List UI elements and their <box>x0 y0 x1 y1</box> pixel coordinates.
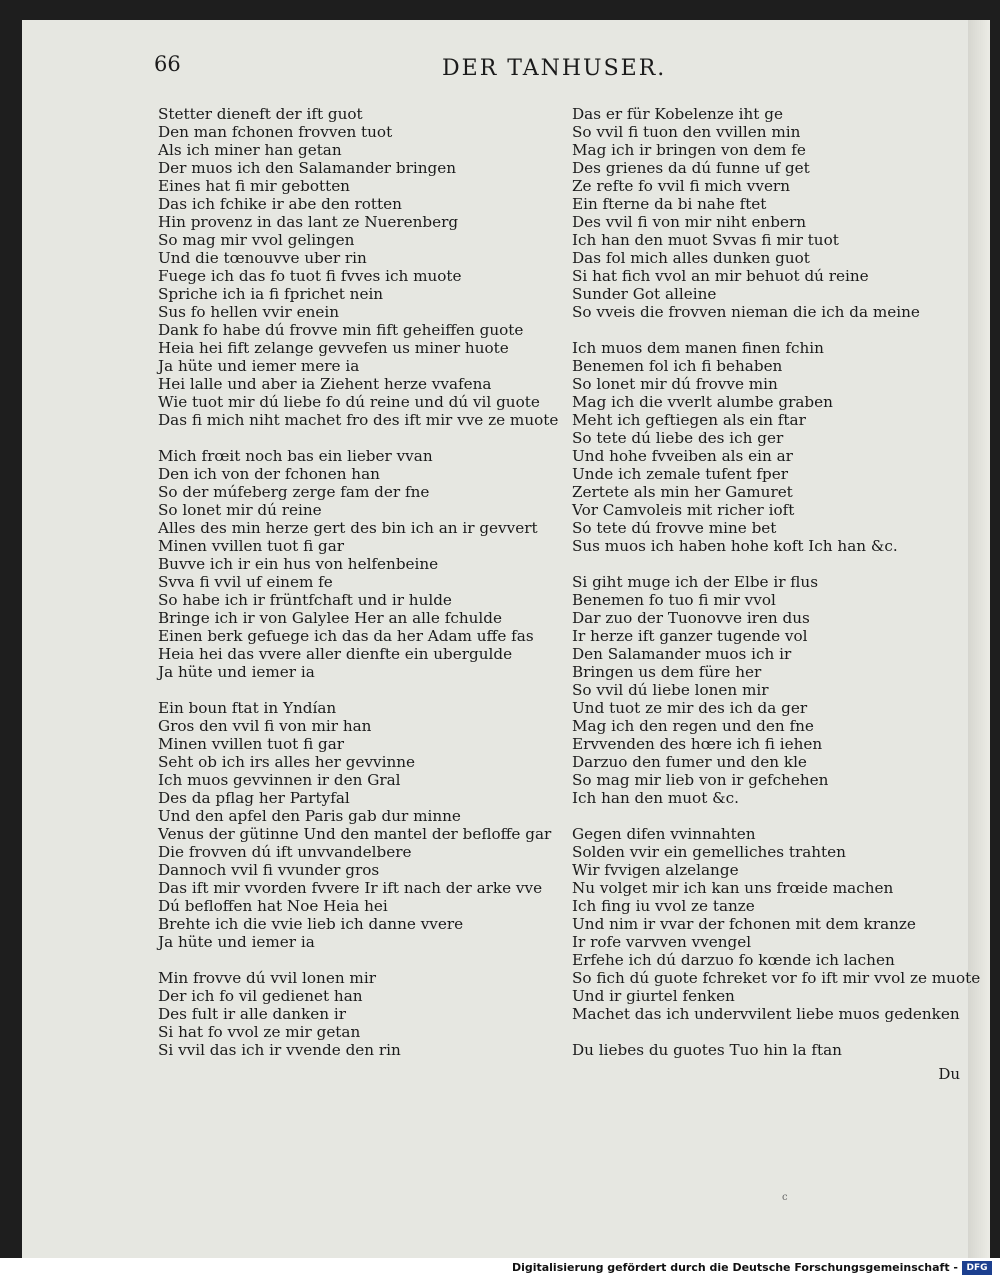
verse-line: Ja hüte und iemer mere ia <box>158 357 360 375</box>
verse-line: Ir herze ift ganzer tugende vol <box>572 627 808 645</box>
verse-line: Den Salamander muos ich ir <box>572 645 792 663</box>
verse-line: Dannoch vvil fi vvunder gros <box>158 861 380 879</box>
verse-line: Minen vvillen tuot fi gar <box>158 537 345 555</box>
verse-line: Und nim ir vvar der fchonen mit dem kranze <box>572 915 916 933</box>
verse-line: Ich han den muot Svvas fi mir tuot <box>572 231 839 249</box>
verse-line: Das ift mir vvorden fvvere Ir ift nach der arke vve <box>158 879 543 897</box>
verse-line: Benemen fo tuo fi mir vvol <box>572 591 776 609</box>
verse-line: Si vvil das ich ir vvende den rin <box>158 1041 401 1059</box>
verse-line: So lonet mir dú reine <box>158 501 322 519</box>
verse-line: Ein boun ftat in Yndían <box>158 699 337 717</box>
verse-line: Dar zuo der Tuonovve iren dus <box>572 609 810 627</box>
verse-line: Das fi mich niht machet fro des ift mir vve ze muote <box>158 411 559 429</box>
verse-line: Die frovven dú ift unvvandelbere <box>158 843 412 861</box>
verse-line: Svva fi vvil uf einem fe <box>158 573 333 591</box>
verse-line: Und die tœnouvve uber rin <box>158 249 367 267</box>
verse-line: Alles des min herze gert des bin ich an ir gevvert <box>158 519 538 537</box>
verse-line: So vvil dú liebe lonen mir <box>572 681 769 699</box>
ink-mark: c <box>782 1192 788 1203</box>
verse-line: Seht ob ich irs alles her gevvinne <box>158 753 416 771</box>
verse-line: Ir rofe varvven vvengel <box>572 933 752 951</box>
stanza <box>158 105 558 429</box>
verse-line: Nu volget mir ich kan uns frœide machen <box>572 879 894 897</box>
verse-line: Dú befloffen hat Noe Heia hei <box>158 897 388 915</box>
verse-line: So tete dú liebe des ich ger <box>572 429 784 447</box>
verse-line: So vveis die frovven nieman die ich da meine <box>572 303 920 321</box>
verse-line: Darzuo den fumer und den kle <box>572 753 807 771</box>
stanza <box>158 969 558 1059</box>
verse-line: Bringen us dem füre her <box>572 663 762 681</box>
verse-line: Ze refte fo vvil fi mich vvern <box>572 177 790 195</box>
verse-line: Ich muos dem manen finen fchin <box>572 339 824 357</box>
verse-line: Solden vvir ein gemelliches trahten <box>572 843 846 861</box>
stanza <box>572 573 977 807</box>
verse-line: Spriche ich ia fi fprichet nein <box>158 285 384 303</box>
verse-line: Brehte ich die vvie lieb ich danne vvere <box>158 915 464 933</box>
verse-line: Des vvil fi von mir niht enbern <box>572 213 806 231</box>
verse-line: Einen berk gefuege ich das da her Adam uffe fas <box>158 627 534 645</box>
verse-line: Und hohe fvveiben als ein ar <box>572 447 793 465</box>
verse-line: So habe ich ir früntfchaft und ir hulde <box>158 591 452 609</box>
funding-credit: Digitalisierung gefördert durch die Deutsche Forschungsgemeinschaft - <box>511 1261 958 1274</box>
verse-line: Mich frœit noch bas ein lieber vvan <box>158 447 433 465</box>
verse-line: Ich fing iu vvol ze tanze <box>572 897 755 915</box>
verse-line: So fich dú guote fchreket vor fo ift mir vvol ze muote <box>572 969 981 987</box>
stanza <box>572 1041 977 1059</box>
verse-line: Heia hei fift zelange gevvefen us miner huote <box>158 339 509 357</box>
running-head: DER TANHUSER. <box>442 56 667 81</box>
verse-line: Ja hüte und iemer ia <box>158 663 315 681</box>
verse-line: Des grienes da dú funne uf get <box>572 159 810 177</box>
verse-line: Venus der gütinne Und den mantel der befloffe gar <box>158 825 552 843</box>
stanza <box>158 447 558 681</box>
verse-line: Den man fchonen frovven tuot <box>158 123 393 141</box>
verse-line: Buvve ich ir ein hus von helfenbeine <box>158 555 439 573</box>
verse-line: Sus muos ich haben hohe koft Ich han &c. <box>572 537 898 555</box>
verse-line: Benemen fol ich fi behaben <box>572 357 783 375</box>
verse-line: Machet das ich undervvilent liebe muos gedenken <box>572 1005 960 1023</box>
verse-line: Vor Camvoleis mit richer ioft <box>572 501 795 519</box>
verse-line: Eines hat fi mir gebotten <box>158 177 350 195</box>
catchword: Du <box>938 1065 960 1083</box>
verse-line: Meht ich geftiegen als ein ftar <box>572 411 806 429</box>
right-column <box>572 105 981 1077</box>
verse-line: Min frovve dú vvil lonen mir <box>158 969 376 987</box>
verse-line: Hin provenz in das lant ze Nuerenberg <box>158 213 459 231</box>
verse-line: Wir fvvigen alzelange <box>572 861 739 879</box>
verse-line: Hei lalle und aber ia Ziehent herze vvafena <box>158 375 492 393</box>
verse-line: Unde ich zemale tufent fper <box>572 465 789 483</box>
verse-line: Und tuot ze mir des ich da ger <box>572 699 808 717</box>
verse-line: Dank fo habe dú frovve min fift geheiffen guote <box>158 321 524 339</box>
verse-line: Das ich fchike ir abe den rotten <box>158 195 402 213</box>
verse-line: Minen vvillen tuot fi gar <box>158 735 345 753</box>
verse-line: So mag mir vvol gelingen <box>158 231 355 249</box>
verse-line: Des fult ir alle danken ir <box>158 1005 346 1023</box>
verse-line: Als ich miner han getan <box>158 141 342 159</box>
verse-line: So der múfeberg zerge fam der fne <box>158 483 430 501</box>
verse-line: Der muos ich den Salamander bringen <box>158 159 457 177</box>
verse-line: Und den apfel den Paris gab dur minne <box>158 807 461 825</box>
verse-line: Ja hüte und iemer ia <box>158 933 315 951</box>
verse-line: Heia hei das vvere aller dienfte ein ubergulde <box>158 645 513 663</box>
verse-line: Den ich von der fchonen han <box>158 465 380 483</box>
verse-line: Ervvenden des hœre ich fi iehen <box>572 735 823 753</box>
verse-line: Sunder Got alleine <box>572 285 717 303</box>
verse-line: Erfehe ich dú darzuo fo kœnde ich lachen <box>572 951 895 969</box>
verse-line: Gros den vvil fi von mir han <box>158 717 372 735</box>
verse-line: Der ich fo vil gedienet han <box>158 987 363 1005</box>
verse-line: Si hat fich vvol an mir behuot dú reine <box>572 267 869 285</box>
verse-line: Sus fo hellen vvir enein <box>158 303 339 321</box>
verse-line: Mag ich die vverlt alumbe graben <box>572 393 833 411</box>
verse-line: Und ir giurtel fenken <box>572 987 735 1005</box>
verse-line: Bringe ich ir von Galylee Her an alle fchulde <box>158 609 502 627</box>
verse-line: Ich han den muot &c. <box>572 789 739 807</box>
verse-line: Ich muos gevvinnen ir den Gral <box>158 771 401 789</box>
verse-line: Das er für Kobelenze iht ge <box>572 105 783 123</box>
verse-line: Zertete als min her Gamuret <box>572 483 793 501</box>
verse-line: Si hat fo vvol ze mir getan <box>158 1023 361 1041</box>
stanza <box>572 825 981 1023</box>
footer-bar <box>0 1258 1000 1278</box>
left-column <box>158 105 558 1077</box>
stanza <box>158 699 558 951</box>
verse-line: Si giht muge ich der Elbe ir flus <box>572 573 819 591</box>
verse-line: So tete dú frovve mine bet <box>572 519 777 537</box>
verse-line: Mag ich ir bringen von dem fe <box>572 141 806 159</box>
verse-line: Des da pflag her Partyfal <box>158 789 350 807</box>
stanza <box>572 339 977 555</box>
verse-line: Fuege ich das fo tuot fi fvves ich muote <box>158 267 462 285</box>
verse-line: So lonet mir dú frovve min <box>572 375 778 393</box>
verse-line: So mag mir lieb von ir gefchehen <box>572 771 829 789</box>
verse-line: So vvil fi tuon den vvillen min <box>572 123 801 141</box>
dfg-logo-icon: DFG <box>962 1261 992 1275</box>
page-number: 66 <box>154 52 181 76</box>
verse-line: Gegen difen vvinnahten <box>572 825 756 843</box>
verse-line: Ein fterne da bi nahe ftet <box>572 195 767 213</box>
verse-line: Du liebes du guotes Tuo hin la ftan <box>572 1041 842 1059</box>
verse-line: Mag ich den regen und den fne <box>572 717 814 735</box>
verse-line: Das fol mich alles dunken guot <box>572 249 810 267</box>
scanned-page <box>22 20 990 1258</box>
stanza <box>572 105 977 321</box>
verse-line: Wie tuot mir dú liebe fo dú reine und dú vil guote <box>158 393 540 411</box>
verse-line: Stetter dieneft der ift guot <box>158 105 363 123</box>
